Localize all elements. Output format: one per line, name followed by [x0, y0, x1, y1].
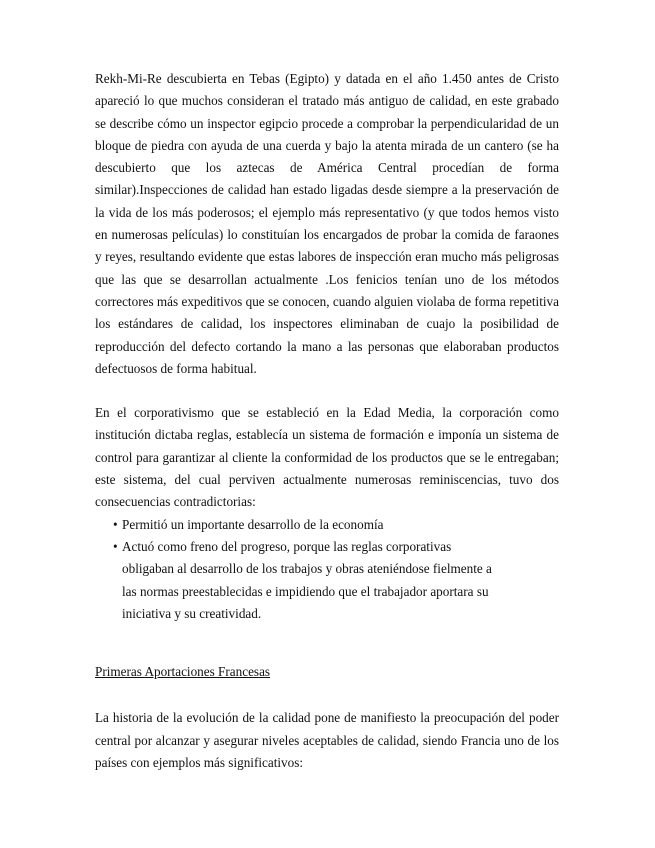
document-page	[95, 68, 559, 774]
bullet-icon: •	[113, 516, 118, 532]
paragraph-france: La historia de la evolución de la calidad pone de manifiesto la preocupación del poder central por alcanzar y asegurar niveles aceptables de calidad, siendo Francia uno de los países con ejemplos más significativos:	[95, 710, 559, 771]
paragraph-egypt-history: Rekh-Mi-Re descubierta en Tebas (Egipto) y datada en el año 1.450 antes de Cristo apareció lo que muchos consideran el tratado más antiguo de calidad, en este grabado se describe cómo un inspector egipcio procede a comprobar la perpendicularidad de un bloque de piedra con ayuda de una cuerda y bajo la atenta mirada de un cantero (se ha descubierto que los aztecas de América Central procedían de forma similar).Inspecciones de calidad han estado ligadas desde siempre a la preservación de la vida de los más poderosos; el ejemplo más representativo (y que todos hemos visto en numerosas películas) lo constituían los encargados de probar la comida de faraones y reyes, resultando evidente que estas labores de inspección eran mucho más peligrosas que las que se desarrollan actualmente .Los fenicios tenían uno de los métodos correctores más expeditivos que se conocen, cuando alguien violaba de forma repetitiva los estándares de calidad, los inspectores eliminaban de cuajo la posibilidad de reproducción del defecto cortando la mano a las personas que elaboraban productos defectuosos de forma habitual.	[95, 71, 559, 376]
list-item	[115, 514, 559, 536]
bullet-icon: •	[113, 538, 118, 554]
list-item-text: Actuó como freno del progreso, porque las reglas corporativas obligaban al desarrollo de los trabajos y obras ateniéndose fielmente a las normas preestablecidas e impidiendo que el trabajador aportara su iniciativa y su creatividad.	[122, 538, 492, 621]
list-item	[115, 536, 559, 625]
list-item-text: Permitió un importante desarrollo de la economía	[122, 516, 384, 532]
paragraph-middle-ages: En el corporativismo que se estableció en la Edad Media, la corporación como institución dictaba reglas, establecía un sistema de formación e imponía un sistema de control para garantizar al cliente la conformidad de los productos que se le entregaban; este sistema, del cual perviven actualmente numerosas reminiscencias, tuvo dos consecuencias contradictorias:	[95, 405, 559, 510]
section-heading: Primeras Aportaciones Francesas	[95, 664, 271, 680]
consequences-list	[95, 514, 559, 625]
